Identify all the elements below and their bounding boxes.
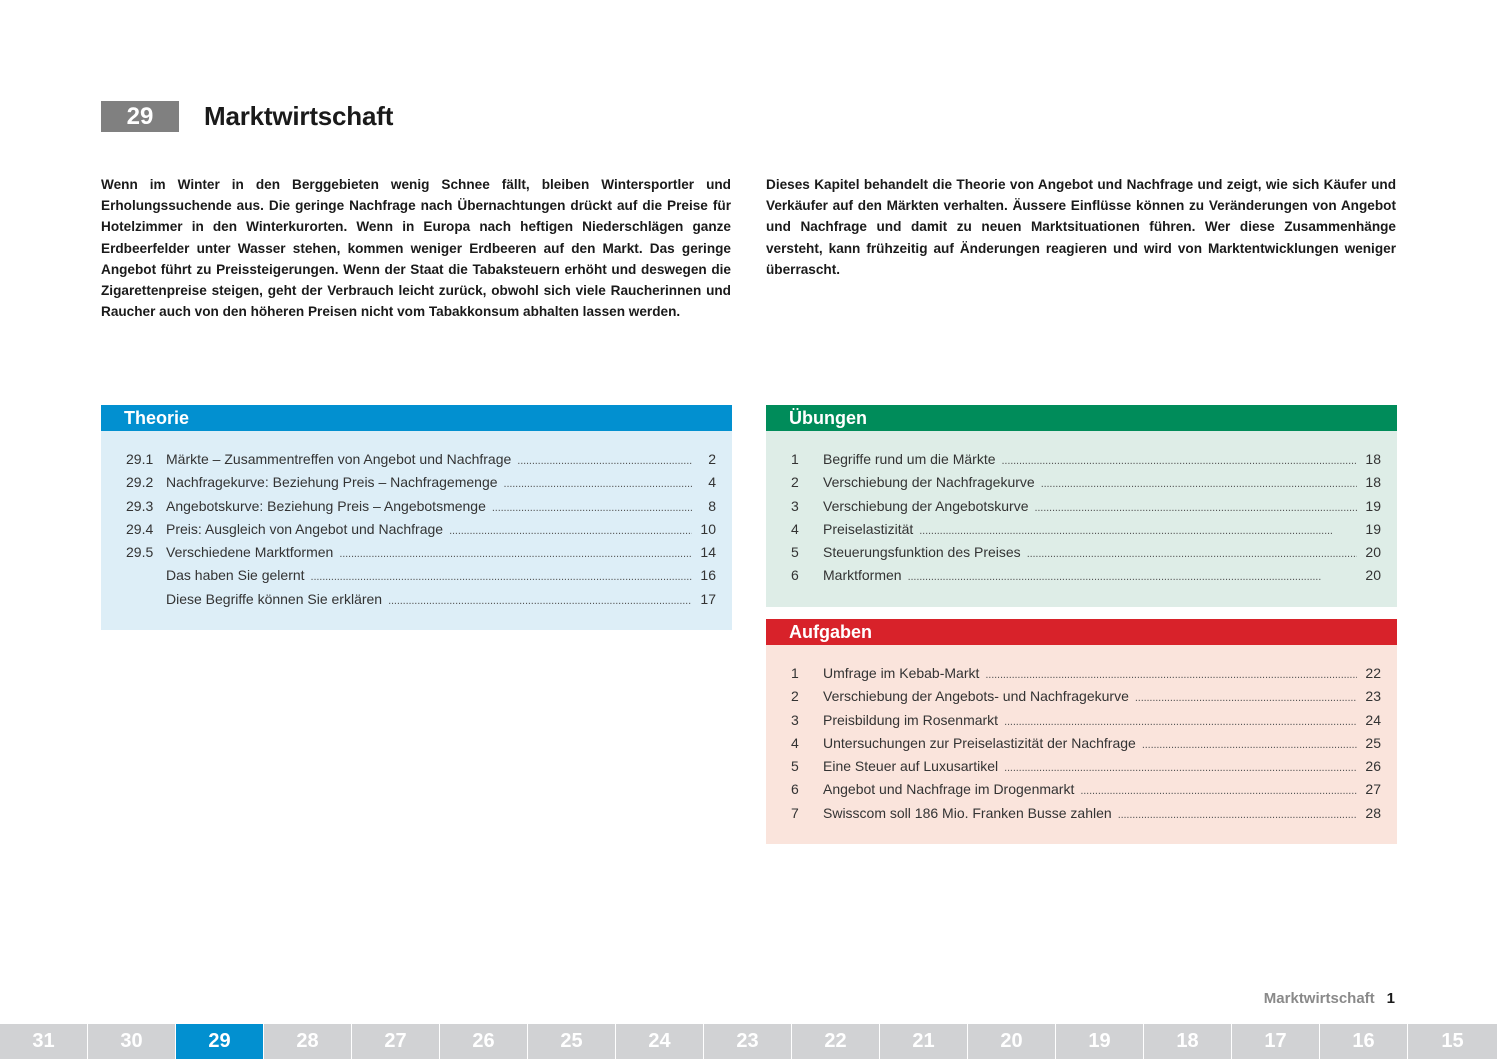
toc-entry-page: 19: [1365, 497, 1381, 514]
toc-entry[interactable]: [791, 449, 1381, 472]
toc-entry-title: Märkte – Zusammentreffen von Angebot und Nachfrage: [166, 451, 512, 467]
toc-entry-number: 4: [791, 734, 799, 751]
page-number: 1: [1386, 990, 1395, 1007]
toc-entry-page: 28: [1365, 804, 1381, 821]
toc-entry[interactable]: [791, 686, 1381, 709]
toc-entry[interactable]: [126, 542, 716, 565]
chapter-tab-29[interactable]: 29: [176, 1024, 263, 1059]
toc-entry-page: 18: [1365, 451, 1381, 467]
toc-entry[interactable]: [791, 472, 1381, 495]
dot-leader: [1004, 712, 1357, 733]
chapter-tab-19[interactable]: 19: [1056, 1024, 1143, 1059]
toc-entry[interactable]: [126, 519, 716, 542]
chapter-tab-26[interactable]: 26: [440, 1024, 527, 1059]
chapter-tab-24[interactable]: 24: [616, 1024, 703, 1059]
toc-entry-number: 7: [791, 804, 799, 821]
dot-leader: [504, 474, 692, 495]
toc-entry[interactable]: [791, 496, 1381, 519]
chapter-tab-30[interactable]: 30: [88, 1024, 175, 1059]
dot-leader: [1004, 758, 1357, 779]
toc-entry-title: Verschiedene Marktformen: [166, 544, 334, 561]
dot-leader: [919, 521, 1357, 542]
toc-entry-number: 29.5: [126, 544, 154, 561]
chapter-tab-27[interactable]: 27: [352, 1024, 439, 1059]
toc-entry-number: 29.3: [126, 497, 154, 514]
toc-entry-page: 22: [1365, 665, 1381, 681]
dot-leader: [339, 544, 692, 565]
toc-entry-title: Swisscom soll 186 Mio. Franken Busse zahlen: [823, 804, 1112, 821]
toc-entry[interactable]: [791, 756, 1381, 779]
toc-entry-number: 2: [791, 474, 799, 491]
toc-entry-title: Marktformen: [823, 567, 902, 584]
exercises-heading: Übungen: [766, 405, 1397, 431]
intro-paragraph-left: Wenn im Winter in den Berggebieten wenig Schnee fällt, bleiben Wintersportler und Erholungssuchende aus. Die geringe Nachfrage nach Übernachtungen drückt auf die Preise für Hotelzimmer in den Winterkurorten. Wenn in Europa nach heftigen Niederschlägen ganze Erdbeerfelder unter Wasser stehen, kommen weniger Erdbeeren auf den Markt. Das geringe Angebot führt zu Preissteigerungen. Wenn der Staat die Tabaksteuern erhöht und deswegen die Zigarettenpreise steigen, geht der Verbrauch leicht zurück, obwohl sich viele Raucherinnen und Raucher auch von den höheren Preisen nicht vom Tabakkonsum abhalten lassen werden.: [101, 177, 731, 320]
tasks-heading: Aufgaben: [766, 619, 1397, 645]
toc-entry[interactable]: [126, 449, 716, 472]
toc-entry-page: 18: [1365, 474, 1381, 491]
chapter-number-badge: 29: [101, 101, 179, 132]
chapter-tab-16[interactable]: 16: [1320, 1024, 1407, 1059]
tasks-toc: [766, 645, 1397, 844]
toc-entry-title: Angebotskurve: Beziehung Preis – Angebotsmenge: [166, 497, 486, 514]
toc-entry-title: Eine Steuer auf Luxusartikel: [823, 758, 999, 775]
exercises-toc: [766, 431, 1397, 607]
toc-entry-title: Angebot und Nachfrage im Drogenmarkt: [823, 781, 1075, 798]
exercises-section: [766, 405, 1397, 607]
dot-leader: [1002, 451, 1358, 472]
toc-entry-page: 14: [700, 544, 716, 561]
toc-entry-title: Nachfragekurve: Beziehung Preis – Nachfragemenge: [166, 474, 498, 491]
toc-entry[interactable]: [791, 519, 1381, 542]
toc-entry[interactable]: [791, 710, 1381, 733]
toc-entry-number: 5: [791, 758, 799, 775]
toc-entry[interactable]: [791, 542, 1381, 565]
intro-paragraph-right: Dieses Kapitel behandelt die Theorie von Angebot und Nachfrage und zeigt, wie sich Käufer und Verkäufer auf den Märkten verhalten. Äussere Einflüsse können zu Veränderungen von Angebot und Nachfrage und damit zu neuen Marktsituationen führen. Wer diese Zusammenhänge versteht, kann frühzeitig auf Änderungen reagieren und wird von Marktentwicklungen weniger überrascht.: [766, 177, 1396, 277]
toc-entry-number: 3: [791, 497, 799, 514]
chapter-tab-15[interactable]: 15: [1408, 1024, 1497, 1059]
toc-entry-title: Untersuchungen zur Preiselastizität der Nachfrage: [823, 734, 1136, 751]
toc-entry-page: 16: [700, 567, 716, 584]
toc-entry-page: 19: [1365, 520, 1381, 537]
chapter-tab-bar: [0, 1024, 1497, 1059]
chapter-tab-21[interactable]: 21: [880, 1024, 967, 1059]
toc-entry-title: Preisbildung im Rosenmarkt: [823, 711, 999, 728]
chapter-tab-31[interactable]: 31: [0, 1024, 87, 1059]
dot-leader: [1080, 781, 1357, 802]
toc-entry-number: 1: [791, 451, 799, 467]
chapter-tab-28[interactable]: 28: [264, 1024, 351, 1059]
theory-toc: [101, 431, 732, 630]
dot-leader: [492, 498, 692, 519]
toc-entry-number: 4: [791, 520, 799, 537]
dot-leader: [1118, 805, 1357, 826]
toc-entry-title: Diese Begriffe können Sie erklären: [166, 590, 383, 607]
theory-section: [101, 405, 732, 630]
toc-entry-title: Verschiebung der Angebots- und Nachfragekurve: [823, 688, 1129, 705]
toc-entry-number: 3: [791, 711, 799, 728]
dot-leader: [1034, 498, 1357, 519]
toc-entry[interactable]: [126, 565, 716, 588]
dot-leader: [311, 567, 692, 588]
chapter-tab-20[interactable]: 20: [968, 1024, 1055, 1059]
toc-entry[interactable]: [126, 472, 716, 495]
dot-leader: [1142, 735, 1357, 756]
toc-entry-page: 26: [1365, 758, 1381, 775]
chapter-header: [101, 101, 393, 132]
toc-entry-page: 23: [1365, 688, 1381, 705]
toc-entry-number: 6: [791, 781, 799, 798]
running-title: Marktwirtschaft: [1263, 990, 1375, 1007]
toc-entry[interactable]: [126, 589, 716, 612]
dot-leader: [1027, 544, 1357, 565]
toc-entry-title: Verschiebung der Angebotskurve: [823, 497, 1029, 514]
chapter-tab-23[interactable]: 23: [704, 1024, 791, 1059]
toc-entry-number: 2: [791, 688, 799, 705]
toc-entry-page: 25: [1365, 734, 1381, 751]
toc-entry[interactable]: [791, 803, 1381, 826]
toc-entry-page: 8: [708, 497, 716, 514]
chapter-title: Marktwirtschaft: [204, 101, 394, 131]
dot-leader: [1041, 474, 1357, 495]
tasks-section: [766, 619, 1397, 844]
page-footer: [1264, 990, 1395, 1007]
toc-entry[interactable]: [791, 663, 1381, 686]
toc-entry[interactable]: [791, 733, 1381, 756]
toc-entry-number: 29.2: [126, 474, 154, 491]
toc-entry-number: 6: [791, 567, 799, 584]
chapter-tab-17[interactable]: 17: [1232, 1024, 1319, 1059]
toc-entry-page: 2: [708, 451, 716, 467]
toc-entry[interactable]: [126, 496, 716, 519]
toc-entry-number: 29.1: [126, 451, 154, 467]
toc-entry[interactable]: [791, 779, 1381, 802]
toc-entry-page: 17: [700, 590, 716, 607]
dot-leader: [388, 591, 692, 612]
toc-entry-title: Das haben Sie gelernt: [166, 567, 305, 584]
toc-entry-number: 1: [791, 665, 799, 681]
toc-entry-title: Begriffe rund um die Märkte: [823, 451, 996, 467]
toc-entry-number: 5: [791, 544, 799, 561]
toc-entry-title: Preis: Ausgleich von Angebot und Nachfrage: [166, 520, 444, 537]
chapter-tab-25[interactable]: 25: [528, 1024, 615, 1059]
theory-heading: Theorie: [101, 405, 732, 431]
toc-entry-title: Steuerungsfunktion des Preises: [823, 544, 1021, 561]
dot-leader: [517, 451, 692, 472]
toc-entry-page: 27: [1365, 781, 1381, 798]
toc-entry-page: 24: [1365, 711, 1381, 728]
chapter-tab-18[interactable]: 18: [1144, 1024, 1231, 1059]
toc-entry-number: 29.4: [126, 520, 154, 537]
toc-entry-title: Umfrage im Kebab-Markt: [823, 665, 980, 681]
toc-entry-page: 20: [1365, 544, 1381, 561]
toc-entry-page: 10: [700, 520, 716, 537]
toc-entry-page: 4: [708, 474, 716, 491]
dot-leader: [985, 665, 1357, 686]
toc-entry-title: Preiselastizität: [823, 520, 914, 537]
chapter-tab-22[interactable]: 22: [792, 1024, 879, 1059]
toc-entry-title: Verschiebung der Nachfragekurve: [823, 474, 1035, 491]
dot-leader: [1135, 688, 1357, 709]
toc-entry-page: 20: [1365, 567, 1381, 584]
toc-entry[interactable]: [791, 565, 1381, 588]
dot-leader: [908, 567, 1357, 588]
dot-leader: [449, 521, 692, 542]
